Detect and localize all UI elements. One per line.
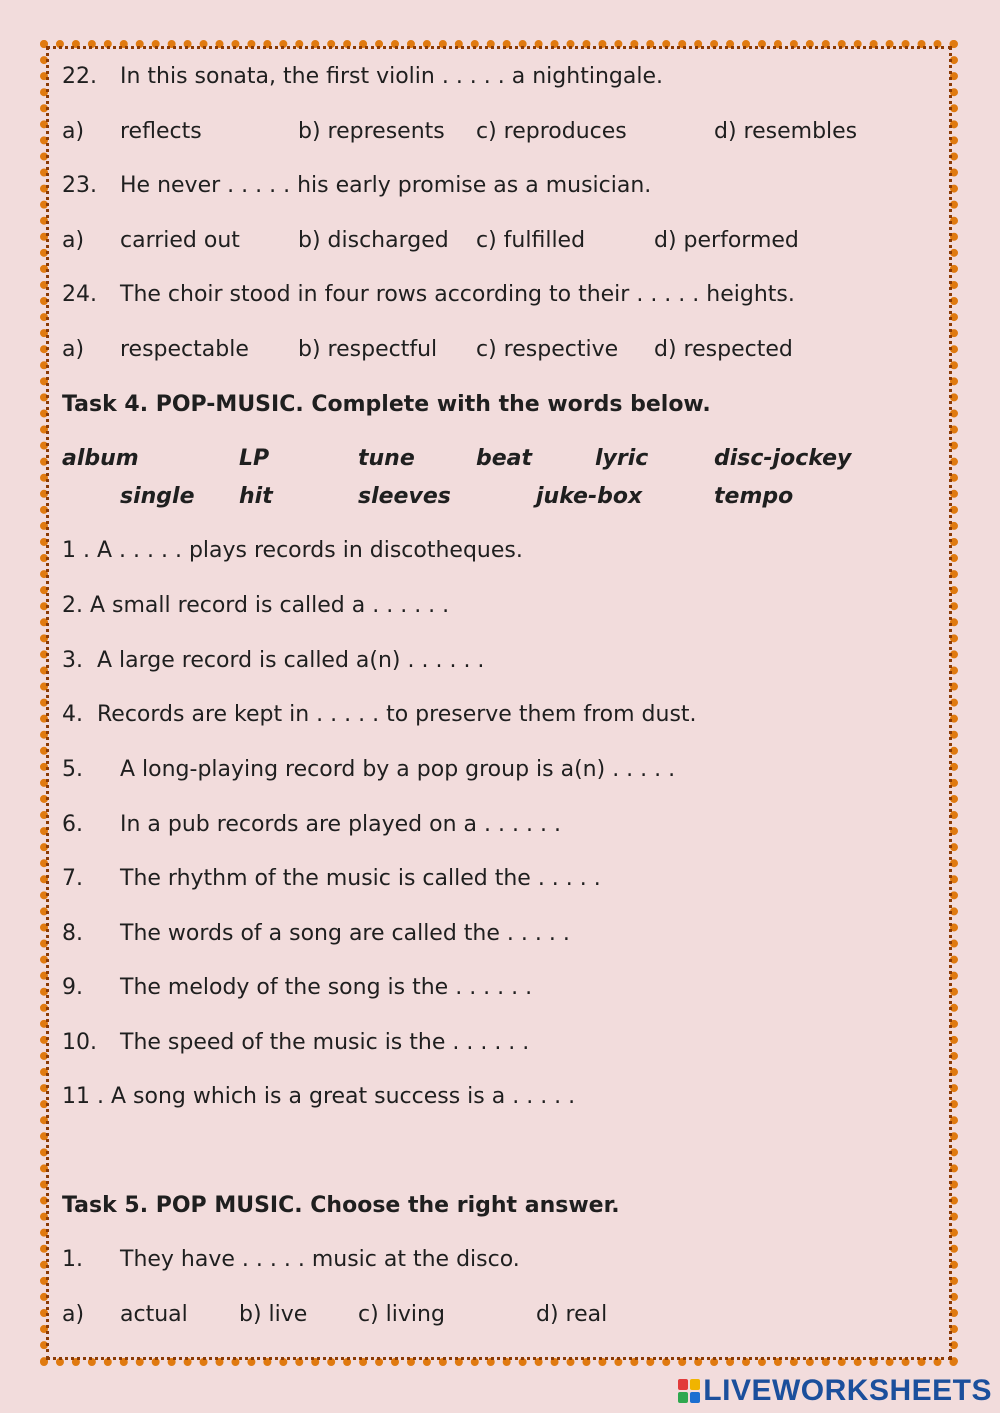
item-text: The melody of the song is the . . . . . . <box>120 975 533 1000</box>
option-label: a) <box>62 1302 85 1327</box>
item-number: 6. <box>62 812 83 837</box>
option-a: actual <box>120 1302 188 1327</box>
option-b: b) live <box>239 1302 308 1327</box>
option-c: c) reproduces <box>476 119 627 144</box>
question-number: 24. <box>62 282 97 307</box>
word-bank-item: LP <box>239 446 270 471</box>
task4-title: Task 4. POP-MUSIC. Complete with the words below. <box>62 392 711 417</box>
option-c: c) living <box>358 1302 445 1327</box>
item-number: 4. <box>62 702 83 727</box>
word-bank-item: album <box>62 446 139 471</box>
item-number: 9. <box>62 975 83 1000</box>
task4-item <box>62 648 484 674</box>
word-bank-item: tune <box>358 446 415 471</box>
item-number: 8. <box>62 921 83 946</box>
item-text: A long-playing record by a pop group is a(n) . . . . . <box>120 757 676 782</box>
word-bank-item: hit <box>239 484 273 509</box>
item-number: 3. <box>62 648 83 673</box>
item-number: 5. <box>62 757 83 782</box>
word-bank-item: tempo <box>714 484 794 509</box>
item-text: They have . . . . . music at the disco. <box>120 1247 520 1272</box>
item-text: The speed of the music is the . . . . . . <box>120 1030 530 1055</box>
question-number: 22. <box>62 64 97 89</box>
word-bank-item: single <box>120 484 195 509</box>
option-c: c) respective <box>476 337 619 362</box>
item-number: 1. <box>62 1247 83 1272</box>
item-number: 11 . <box>62 1084 104 1109</box>
option-a: reflects <box>120 119 202 144</box>
option-c: c) fulfilled <box>476 228 586 253</box>
item-text: A small record is called a . . . . . . <box>90 593 450 618</box>
item-text: Records are kept in . . . . . to preserve them from dust. <box>97 702 697 727</box>
option-label: a) <box>62 119 85 144</box>
option-b: b) discharged <box>298 228 449 253</box>
item-text: A song which is a great success is a . . . . . <box>110 1084 576 1109</box>
word-bank-item: juke-box <box>536 484 643 509</box>
item-number: 1 . <box>62 538 90 563</box>
item-text: The rhythm of the music is called the . . . . . <box>120 866 601 891</box>
question-text: He never . . . . . his early promise as a musician. <box>120 173 652 198</box>
option-a: respectable <box>120 337 249 362</box>
question-text: The choir stood in four rows according to their . . . . . heights. <box>120 282 795 307</box>
item-number: 7. <box>62 866 83 891</box>
option-d: d) respected <box>654 337 793 362</box>
liveworksheets-logo-icon <box>678 1379 700 1403</box>
option-label: a) <box>62 337 85 362</box>
item-text: In a pub records are played on a . . . . . . <box>120 812 561 837</box>
liveworksheets-logo <box>678 1373 992 1409</box>
task4-item <box>62 593 449 619</box>
item-number: 2. <box>62 593 83 618</box>
logo-text: LIVEWORKSHEETS <box>703 1374 992 1407</box>
question-text: In this sonata, the first violin . . . . . a nightingale. <box>120 64 663 89</box>
question-number: 23. <box>62 173 97 198</box>
word-bank-item: sleeves <box>358 484 451 509</box>
item-number: 10. <box>62 1030 97 1055</box>
option-b: b) respectful <box>298 337 438 362</box>
option-d: d) real <box>536 1302 608 1327</box>
option-d: d) performed <box>654 228 799 253</box>
task4-item <box>62 702 697 728</box>
option-d: d) resembles <box>714 119 858 144</box>
task5-title: Task 5. POP MUSIC. Choose the right answer. <box>62 1193 620 1218</box>
option-label: a) <box>62 228 85 253</box>
item-text: The words of a song are called the . . . . . <box>120 921 570 946</box>
word-bank-item: lyric <box>595 446 649 471</box>
option-a: carried out <box>120 228 240 253</box>
item-text: A large record is called a(n) . . . . . . <box>97 648 485 673</box>
option-b: b) represents <box>298 119 445 144</box>
word-bank-item: disc-jockey <box>714 446 852 471</box>
task4-item <box>62 538 523 564</box>
item-text: A . . . . . plays records in discotheques. <box>96 538 523 563</box>
word-bank-item: beat <box>476 446 533 471</box>
task4-item <box>62 1084 575 1110</box>
